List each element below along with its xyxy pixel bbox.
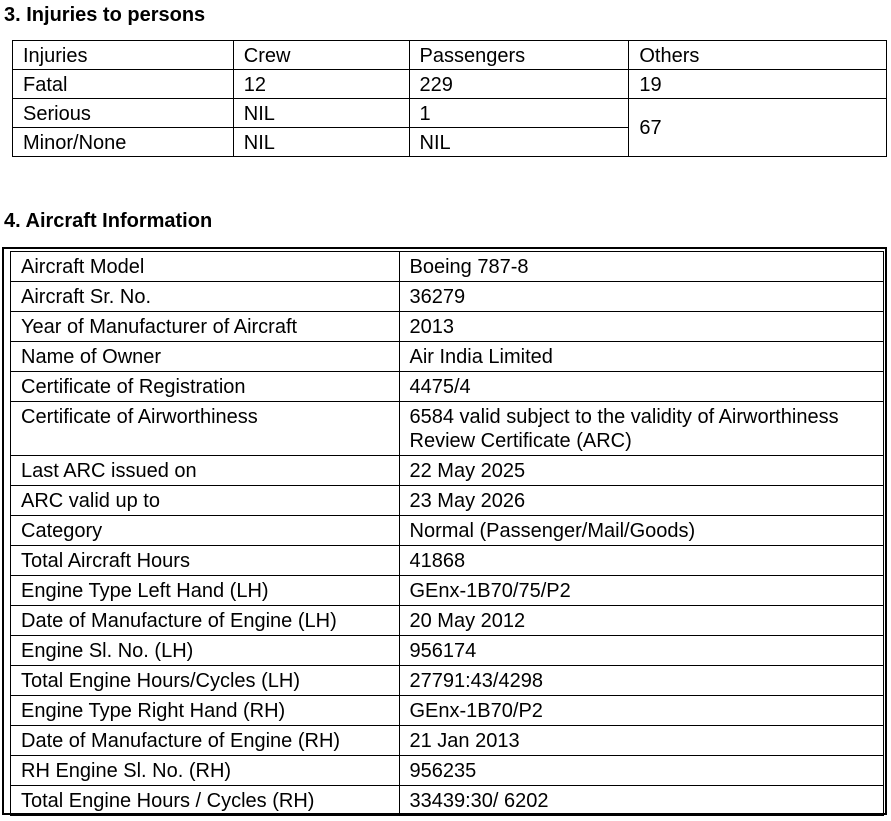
- field-value: 33439:30/ 6202: [399, 786, 884, 816]
- passengers-value: 1: [409, 99, 629, 128]
- field-label: Total Aircraft Hours: [11, 546, 400, 576]
- table-row: [11, 372, 884, 402]
- table-row: [11, 282, 884, 312]
- table-row: [11, 486, 884, 516]
- field-value: Normal (Passenger/Mail/Goods): [399, 516, 884, 546]
- table-row: [11, 756, 884, 786]
- table-row: [13, 99, 887, 128]
- field-label: Engine Type Right Hand (RH): [11, 696, 400, 726]
- injuries-table: [12, 40, 887, 157]
- field-value: GEnx-1B70/P2: [399, 696, 884, 726]
- field-label: Category: [11, 516, 400, 546]
- section-title-aircraft: 4. Aircraft Information: [4, 210, 213, 232]
- table-row: [11, 606, 884, 636]
- row-label: Minor/None: [13, 128, 234, 157]
- field-value: Air India Limited: [399, 342, 884, 372]
- header-cell: Injuries: [13, 41, 234, 70]
- field-value: 21 Jan 2013: [399, 726, 884, 756]
- table-row: [11, 342, 884, 372]
- table-row: [11, 666, 884, 696]
- field-label: Total Engine Hours/Cycles (LH): [11, 666, 400, 696]
- others-value: 19: [629, 70, 887, 99]
- field-label: Certificate of Airworthiness: [11, 402, 400, 456]
- field-label: Name of Owner: [11, 342, 400, 372]
- table-row: [11, 312, 884, 342]
- field-value: 27791:43/4298: [399, 666, 884, 696]
- table-row: [11, 546, 884, 576]
- passengers-value: 229: [409, 70, 629, 99]
- table-row: [11, 402, 884, 456]
- field-value: Boeing 787-8: [399, 252, 884, 282]
- field-value: 41868: [399, 546, 884, 576]
- table-row: [11, 576, 884, 606]
- table-row: [11, 252, 884, 282]
- field-label: Total Engine Hours / Cycles (RH): [11, 786, 400, 816]
- field-label: Date of Manufacture of Engine (RH): [11, 726, 400, 756]
- row-label: Fatal: [13, 70, 234, 99]
- field-value: 956174: [399, 636, 884, 666]
- field-label: Engine Sl. No. (LH): [11, 636, 400, 666]
- field-value: 22 May 2025: [399, 456, 884, 486]
- section-title-injuries: 3. Injuries to persons: [4, 4, 206, 26]
- field-value: 2013: [399, 312, 884, 342]
- others-value: 67: [629, 99, 887, 157]
- field-label: RH Engine Sl. No. (RH): [11, 756, 400, 786]
- field-label: Certificate of Registration: [11, 372, 400, 402]
- header-cell: Passengers: [409, 41, 629, 70]
- field-label: Aircraft Sr. No.: [11, 282, 400, 312]
- row-label: Serious: [13, 99, 234, 128]
- header-cell: Others: [629, 41, 887, 70]
- crew-value: NIL: [233, 128, 409, 157]
- table-row: [11, 696, 884, 726]
- field-value: 6584 valid subject to the validity of Airworthiness Review Certificate (ARC): [399, 402, 884, 456]
- field-value: 36279: [399, 282, 884, 312]
- field-label: Date of Manufacture of Engine (LH): [11, 606, 400, 636]
- field-value: 956235: [399, 756, 884, 786]
- table-row: [11, 456, 884, 486]
- field-value: GEnx-1B70/75/P2: [399, 576, 884, 606]
- field-value: 23 May 2026: [399, 486, 884, 516]
- field-value: 20 May 2012: [399, 606, 884, 636]
- passengers-value: NIL: [409, 128, 629, 157]
- crew-value: 12: [233, 70, 409, 99]
- field-label: Last ARC issued on: [11, 456, 400, 486]
- field-label: Aircraft Model: [11, 252, 400, 282]
- crew-value: NIL: [233, 99, 409, 128]
- table-header-row: [13, 41, 887, 70]
- field-value: 4475/4: [399, 372, 884, 402]
- table-row: [11, 786, 884, 816]
- field-label: ARC valid up to: [11, 486, 400, 516]
- field-label: Engine Type Left Hand (LH): [11, 576, 400, 606]
- field-label: Year of Manufacturer of Aircraft: [11, 312, 400, 342]
- table-row: [11, 516, 884, 546]
- table-row: [13, 70, 887, 99]
- header-cell: Crew: [233, 41, 409, 70]
- table-row: [11, 636, 884, 666]
- table-row: [11, 726, 884, 756]
- aircraft-info-table: [10, 251, 884, 816]
